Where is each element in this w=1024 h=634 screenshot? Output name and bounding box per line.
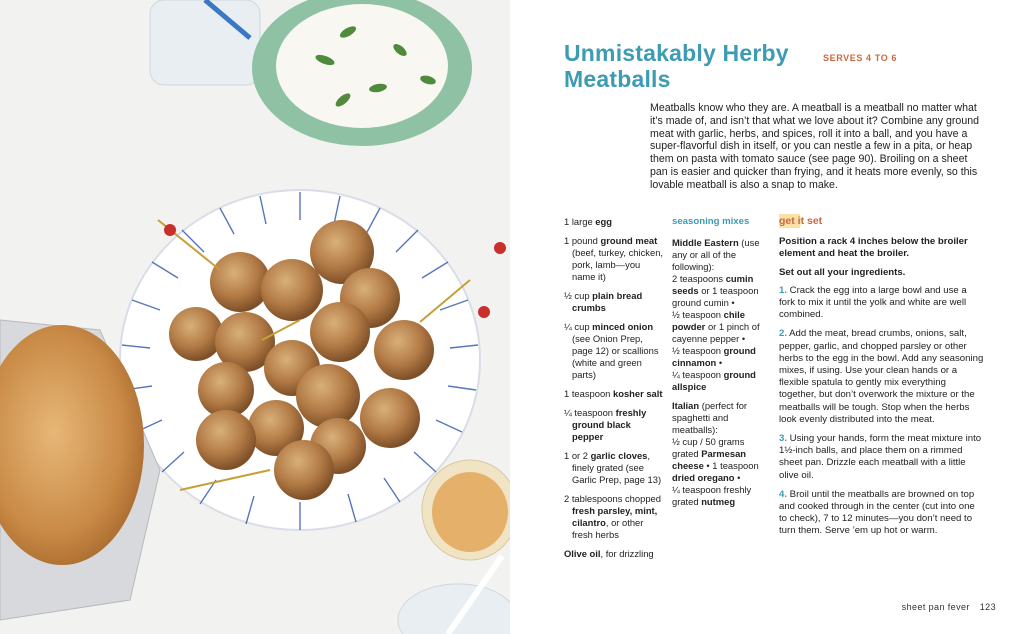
method-section [779,214,985,545]
ingredient-item: Olive oil, for drizzling [564,548,654,559]
method-step: 4. Broil until the meatballs are browned on top and cooked through in the center (cut into one to check), 7 to 12 minutes—you don’t need to turn them. Serve ’em up hot or warm. [779,488,975,537]
meatballs-photo-illustration [0,0,510,634]
page-number: 123 [979,602,996,612]
ingredient-item: ¼ teaspoon freshly ground black pepper [564,407,647,442]
method-step: 2. Add the meat, bread crumbs, onions, salt, pepper, garlic, and chopped parsley or other herbs to the egg in the bowl. Add any seasoning mixes, if using. Use your clean hands or a flexible spatula to gently mix everything together, but don’t overwork the mixture or the meatballs will be tough. Stop when the herbs look evenly distributed into the meat. [779,328,984,425]
ingredient-item: 1 large egg [564,216,612,227]
ingredient-item: 1 pound ground meat (beef, turkey, chicken, pork, lamb—you name it) [564,235,664,282]
seasoning-mixes-heading: seasoning mixes [672,216,750,227]
ingredients-list [564,216,664,567]
recipe-photo [0,0,510,634]
mix-middle-eastern: Middle Eastern (use any or all of the following): 2 teaspoons cumin seeds or 1 teaspoon ground cumin • ½ teaspoon chile powder or 1 pinch of cayenne pepper • ½ teaspoon ground cinnamon • ¼ teaspoon ground allspice [672,237,760,392]
serves-label: SERVES 4 TO 6 [823,53,897,63]
get-it-set-heading: get it set [779,214,826,228]
ingredient-item: 2 tablespoons chopped fresh parsley, mint, cilantro, or other fresh herbs [564,493,661,540]
section-name: sheet pan fever [901,602,970,612]
prep-ingredients: Set out all your ingredients. [779,266,906,278]
recipe-intro: Meatballs know who they are. A meatball is a meatball no matter what it’s made of, and isn’t that what we love about it? Combine any ground meat with garlic, herbs, and spices, roll it into a ball, and you have a super-flavorful dish in itself, or you can nestle a few in a pita, or heap them on pasta with tomato sauce (see page 90). Broiling on a sheet pan is easier and quicker than frying, and it heats more evenly, so this lovable meatball is also a snap to make. [650,102,979,191]
recipe-page [512,0,1024,634]
mix-italian: Italian (perfect for spaghetti and meatballs): ½ cup / 50 grams grated Parmesan cheese • 1 teaspoon dried oregano • ¼ teaspoon freshly grated nutmeg [672,400,759,507]
recipe-title: Unmistakably Herby Meatballs [564,40,789,92]
prep-rack: Position a rack 4 inches below the broiler element and heat the broiler. [779,236,968,260]
method-step: 3. Using your hands, form the meat mixture into 1½-inch balls, and place them on a rimmed sheet pan. Drizzle each meatball with a little olive oil. [779,433,982,481]
method-step: 1. Crack the egg into a large bowl and use a fork to mix it until the yolk and white are well combined. [779,284,967,321]
ingredient-item: ½ cup plain bread crumbs [564,290,643,313]
ingredient-item: 1 or 2 garlic cloves, finely grated (see Garlic Prep, page 13) [564,450,662,485]
page-footer [902,602,996,612]
ingredient-item: 1 teaspoon kosher salt [564,388,663,399]
ingredient-item: ¼ cup minced onion (see Onion Prep, page 12) or scallions (white and green parts) [564,321,659,380]
seasoning-mixes [672,216,768,515]
